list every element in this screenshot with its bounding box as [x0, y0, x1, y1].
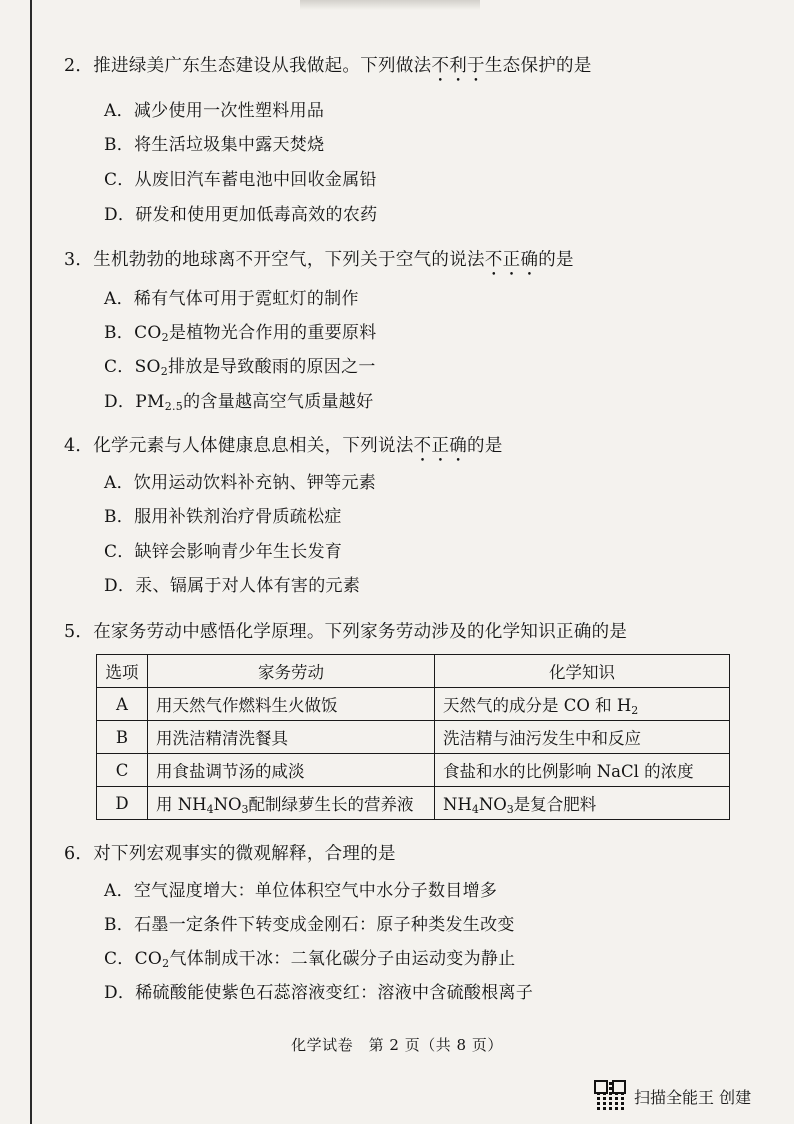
q2-stem-post: 生态保护的是 [484, 56, 592, 76]
q3-option-a: A．稀有气体可用于霓虹灯的制作 [104, 289, 359, 309]
q4-option-d: D．汞、镉属于对人体有害的元素 [104, 576, 361, 596]
q3-stem-post: 的是 [538, 250, 574, 270]
row-a-knowledge [435, 688, 730, 721]
table-row [97, 754, 730, 787]
row-c-knowledge: 食盐和水的比例影响 NaCl 的浓度 [435, 754, 730, 787]
row-d-l-sub1: 4 [206, 803, 214, 816]
q3-b-sub: 2 [161, 331, 169, 344]
q3-option-b [104, 318, 377, 343]
scanner-watermark [594, 1080, 751, 1112]
table-header-row [97, 655, 730, 688]
q6-option-d: D．稀硫酸能使紫色石蕊溶液变红：溶液中含硫酸根离子 [104, 983, 534, 1003]
q3-d-post: 的含量越高空气质量越好 [183, 392, 374, 412]
q6-option-a: A．空气湿度增大：单位体积空气中水分子数目增多 [104, 881, 498, 901]
row-d-l-mid: NO [213, 795, 242, 814]
row-c-labor: 用食盐调节汤的咸淡 [148, 754, 435, 787]
row-a-k-sub: 2 [631, 704, 639, 717]
question-2-stem [64, 52, 592, 86]
header-knowledge: 化学知识 [435, 655, 730, 688]
row-d-option: D [97, 787, 148, 820]
table-row [97, 787, 730, 820]
row-d-l-pre: 用 NH [156, 795, 207, 814]
q6-c-sub: 2 [162, 957, 170, 970]
table-row [97, 688, 730, 721]
row-b-labor: 用洗洁精清洗餐具 [148, 721, 435, 754]
row-d-labor [148, 787, 435, 820]
q6-option-c [104, 944, 515, 969]
q3-d-sub: 2.5 [164, 400, 184, 413]
q4-option-b: B．服用补铁剂治疗骨质疏松症 [104, 507, 342, 527]
q2-stem-emphasis: 不利于 [431, 56, 485, 76]
q4-option-c: C．缺锌会影响青少年生长发育 [104, 542, 343, 562]
q3-option-c [104, 352, 376, 377]
row-a-labor: 用天然气作燃料生火做饭 [148, 688, 435, 721]
row-d-k-pre: NH [443, 795, 472, 814]
page-footer: 化学试卷 第 2 页（共 8 页） [291, 1036, 503, 1054]
q6-option-b: B．石墨一定条件下转变成金刚石：原子种类发生改变 [104, 915, 515, 935]
q3-c-post: 排放是导致酸雨的原因之一 [168, 357, 376, 377]
q5-table [96, 654, 730, 820]
header-labor: 家务劳动 [148, 655, 435, 688]
q2-option-b: B．将生活垃圾集中露天焚烧 [104, 135, 325, 155]
q3-d-pre: D．PM [104, 392, 165, 412]
q3-option-d [104, 387, 373, 412]
question-5-stem: 5．在家务劳动中感悟化学原理。下列家务劳动涉及的化学知识正确的是 [64, 622, 628, 642]
row-d-k-post: 是复合肥料 [513, 795, 597, 814]
q3-stem-pre: 3．生机勃勃的地球离不开空气，下列关于空气的说法 [64, 250, 485, 270]
question-6-stem: 6．对下列宏观事实的微观解释，合理的是 [64, 844, 396, 864]
row-c-option: C [97, 754, 148, 787]
row-a-option: A [97, 688, 148, 721]
row-d-l-post: 配制绿萝生长的营养液 [248, 795, 414, 814]
q6-c-pre: C．CO [104, 949, 163, 969]
q3-b-post: 是植物光合作用的重要原料 [168, 323, 377, 343]
row-d-l-sub2: 3 [241, 803, 249, 816]
q4-stem-post: 的是 [467, 436, 503, 456]
q3-c-sub: 2 [160, 365, 169, 378]
row-a-k-pre: 天然气的成分是 CO 和 H [443, 696, 632, 715]
q2-stem-pre: 2．推进绿美广东生态建设从我做起。下列做法 [64, 56, 432, 76]
q4-option-a: A．饮用运动饮料补充钠、钾等元素 [104, 473, 377, 493]
row-b-option: B [97, 721, 148, 754]
q6-c-post: 气体制成干冰：二氧化碳分子由运动变为静止 [169, 949, 516, 969]
q2-option-a: A．减少使用一次性塑料用品 [104, 101, 325, 121]
q4-stem-emphasis: 不正确 [413, 436, 468, 456]
row-b-knowledge: 洗洁精与油污发生中和反应 [435, 721, 730, 754]
question-4-stem [64, 432, 503, 466]
table-row [97, 721, 730, 754]
row-d-k-mid: NO [478, 795, 507, 814]
row-d-knowledge [435, 787, 730, 820]
q4-stem-pre: 4．化学元素与人体健康息息相关，下列说法 [64, 436, 414, 456]
q3-stem-emphasis: 不正确 [484, 250, 539, 270]
q3-b-pre: B．CO [104, 323, 162, 343]
row-d-k-sub2: 3 [506, 803, 514, 816]
header-option: 选项 [97, 655, 148, 688]
row-d-k-sub1: 4 [471, 803, 479, 816]
q2-option-c: C．从废旧汽车蓄电池中回收金属铅 [104, 170, 377, 190]
q2-option-d: D．研发和使用更加低毒高效的农药 [104, 205, 378, 225]
qr-code-icon [594, 1080, 626, 1112]
question-3-stem [64, 246, 574, 280]
q3-c-pre: C．SO [104, 357, 161, 377]
watermark-text: 扫描全能王 创建 [634, 1087, 752, 1107]
